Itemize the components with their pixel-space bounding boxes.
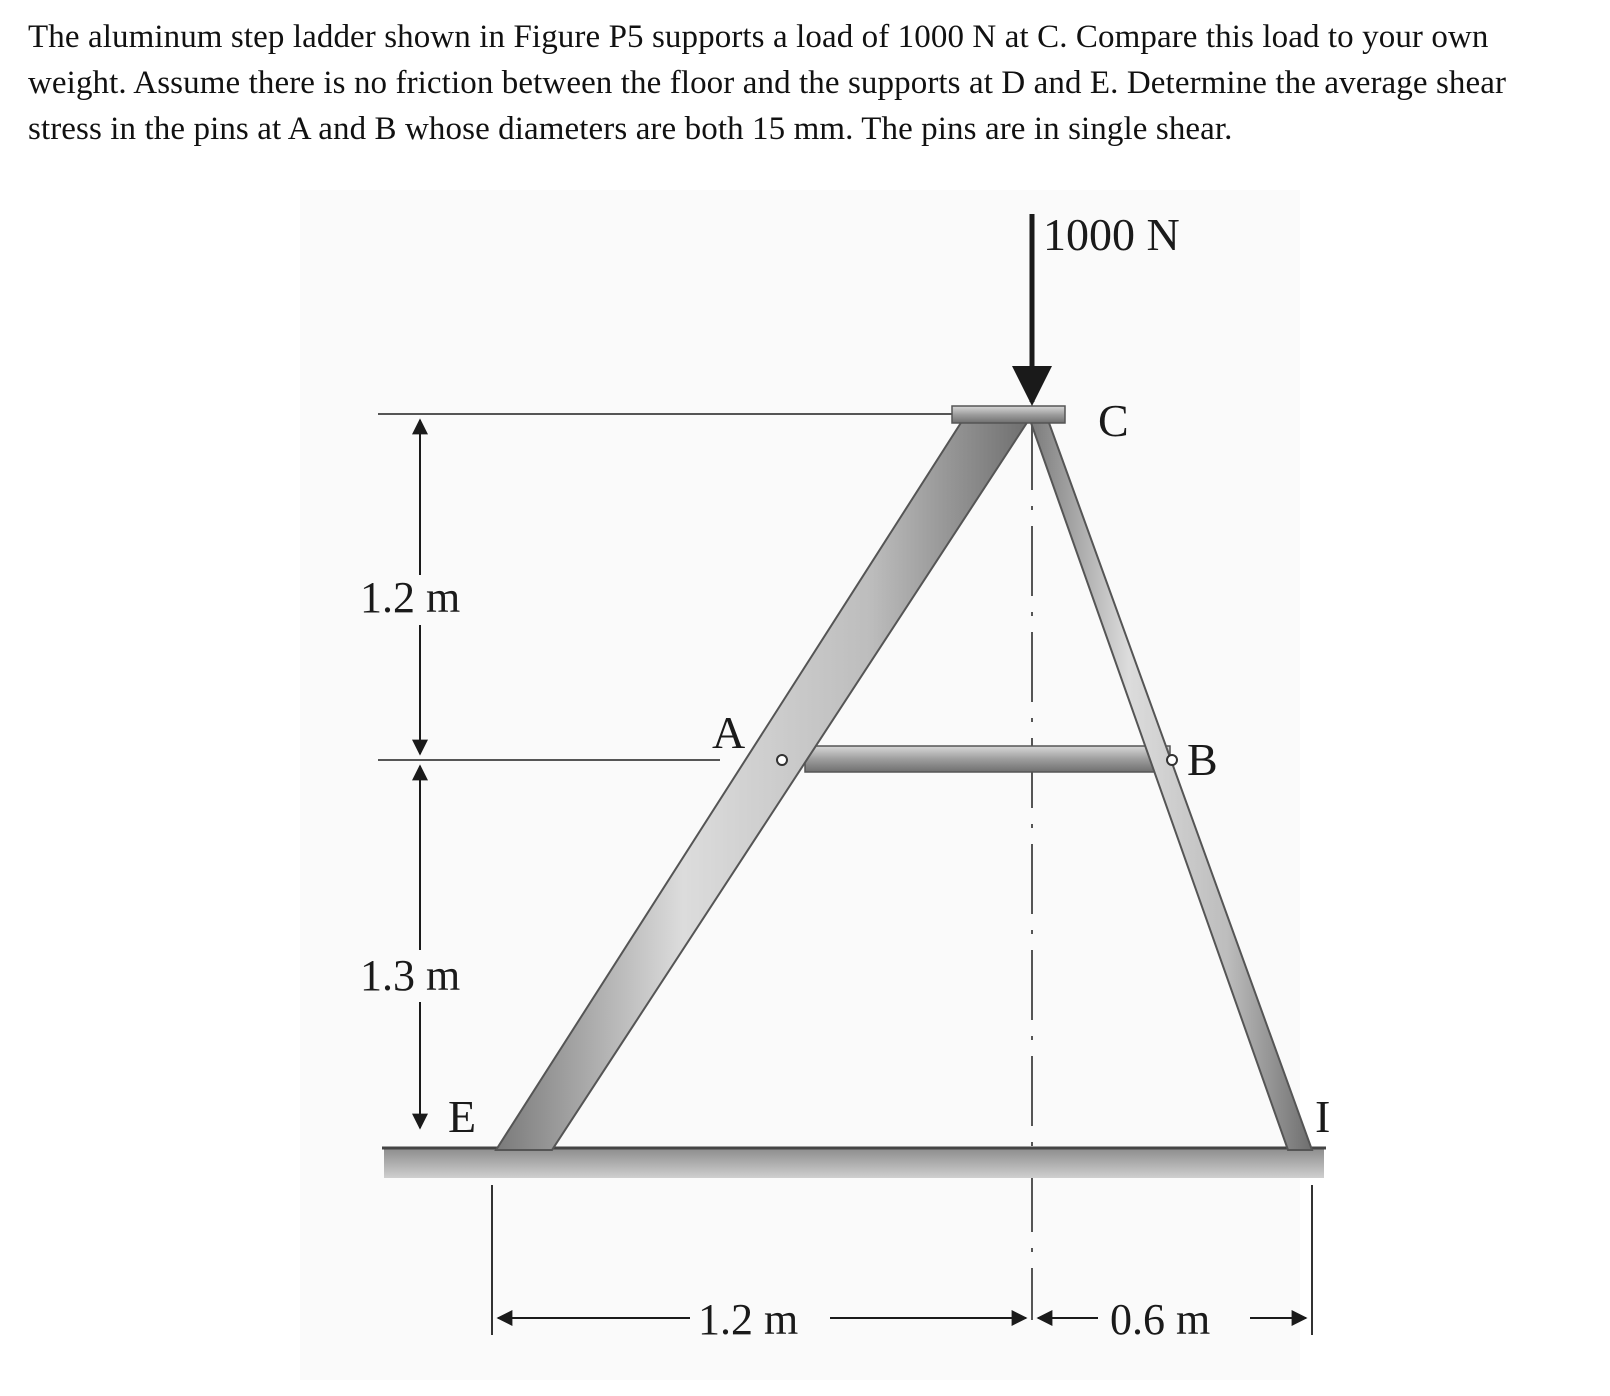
label-c: C bbox=[1098, 395, 1129, 446]
label-b: B bbox=[1187, 734, 1218, 785]
dim-right-width-label: 0.6 m bbox=[1110, 1295, 1211, 1344]
dim-lower-label: 1.3 m bbox=[360, 951, 461, 1000]
dim-upper-label: 1.2 m bbox=[360, 573, 461, 622]
crossbar-ab bbox=[805, 746, 1170, 772]
load-label: 1000 N bbox=[1043, 209, 1180, 260]
label-i: I bbox=[1315, 1091, 1331, 1142]
floor bbox=[384, 1148, 1324, 1178]
label-e: E bbox=[448, 1091, 477, 1142]
pin-a bbox=[777, 755, 787, 765]
problem-statement: The aluminum step ladder shown in Figure P5 supports a load of 1000 N at C. Compare this load to your own weight. Assume there is no friction between the floor and the supports at D and E. Determine the average shear stress in the pins at A and B whose diameters are both 15 mm. The pins are in single shear. bbox=[28, 19, 1507, 147]
dim-left-width-label: 1.2 m bbox=[698, 1295, 799, 1344]
pin-b bbox=[1167, 755, 1177, 765]
top-platform bbox=[952, 406, 1065, 423]
figure-background bbox=[300, 190, 1300, 1380]
label-a: A bbox=[712, 707, 746, 758]
